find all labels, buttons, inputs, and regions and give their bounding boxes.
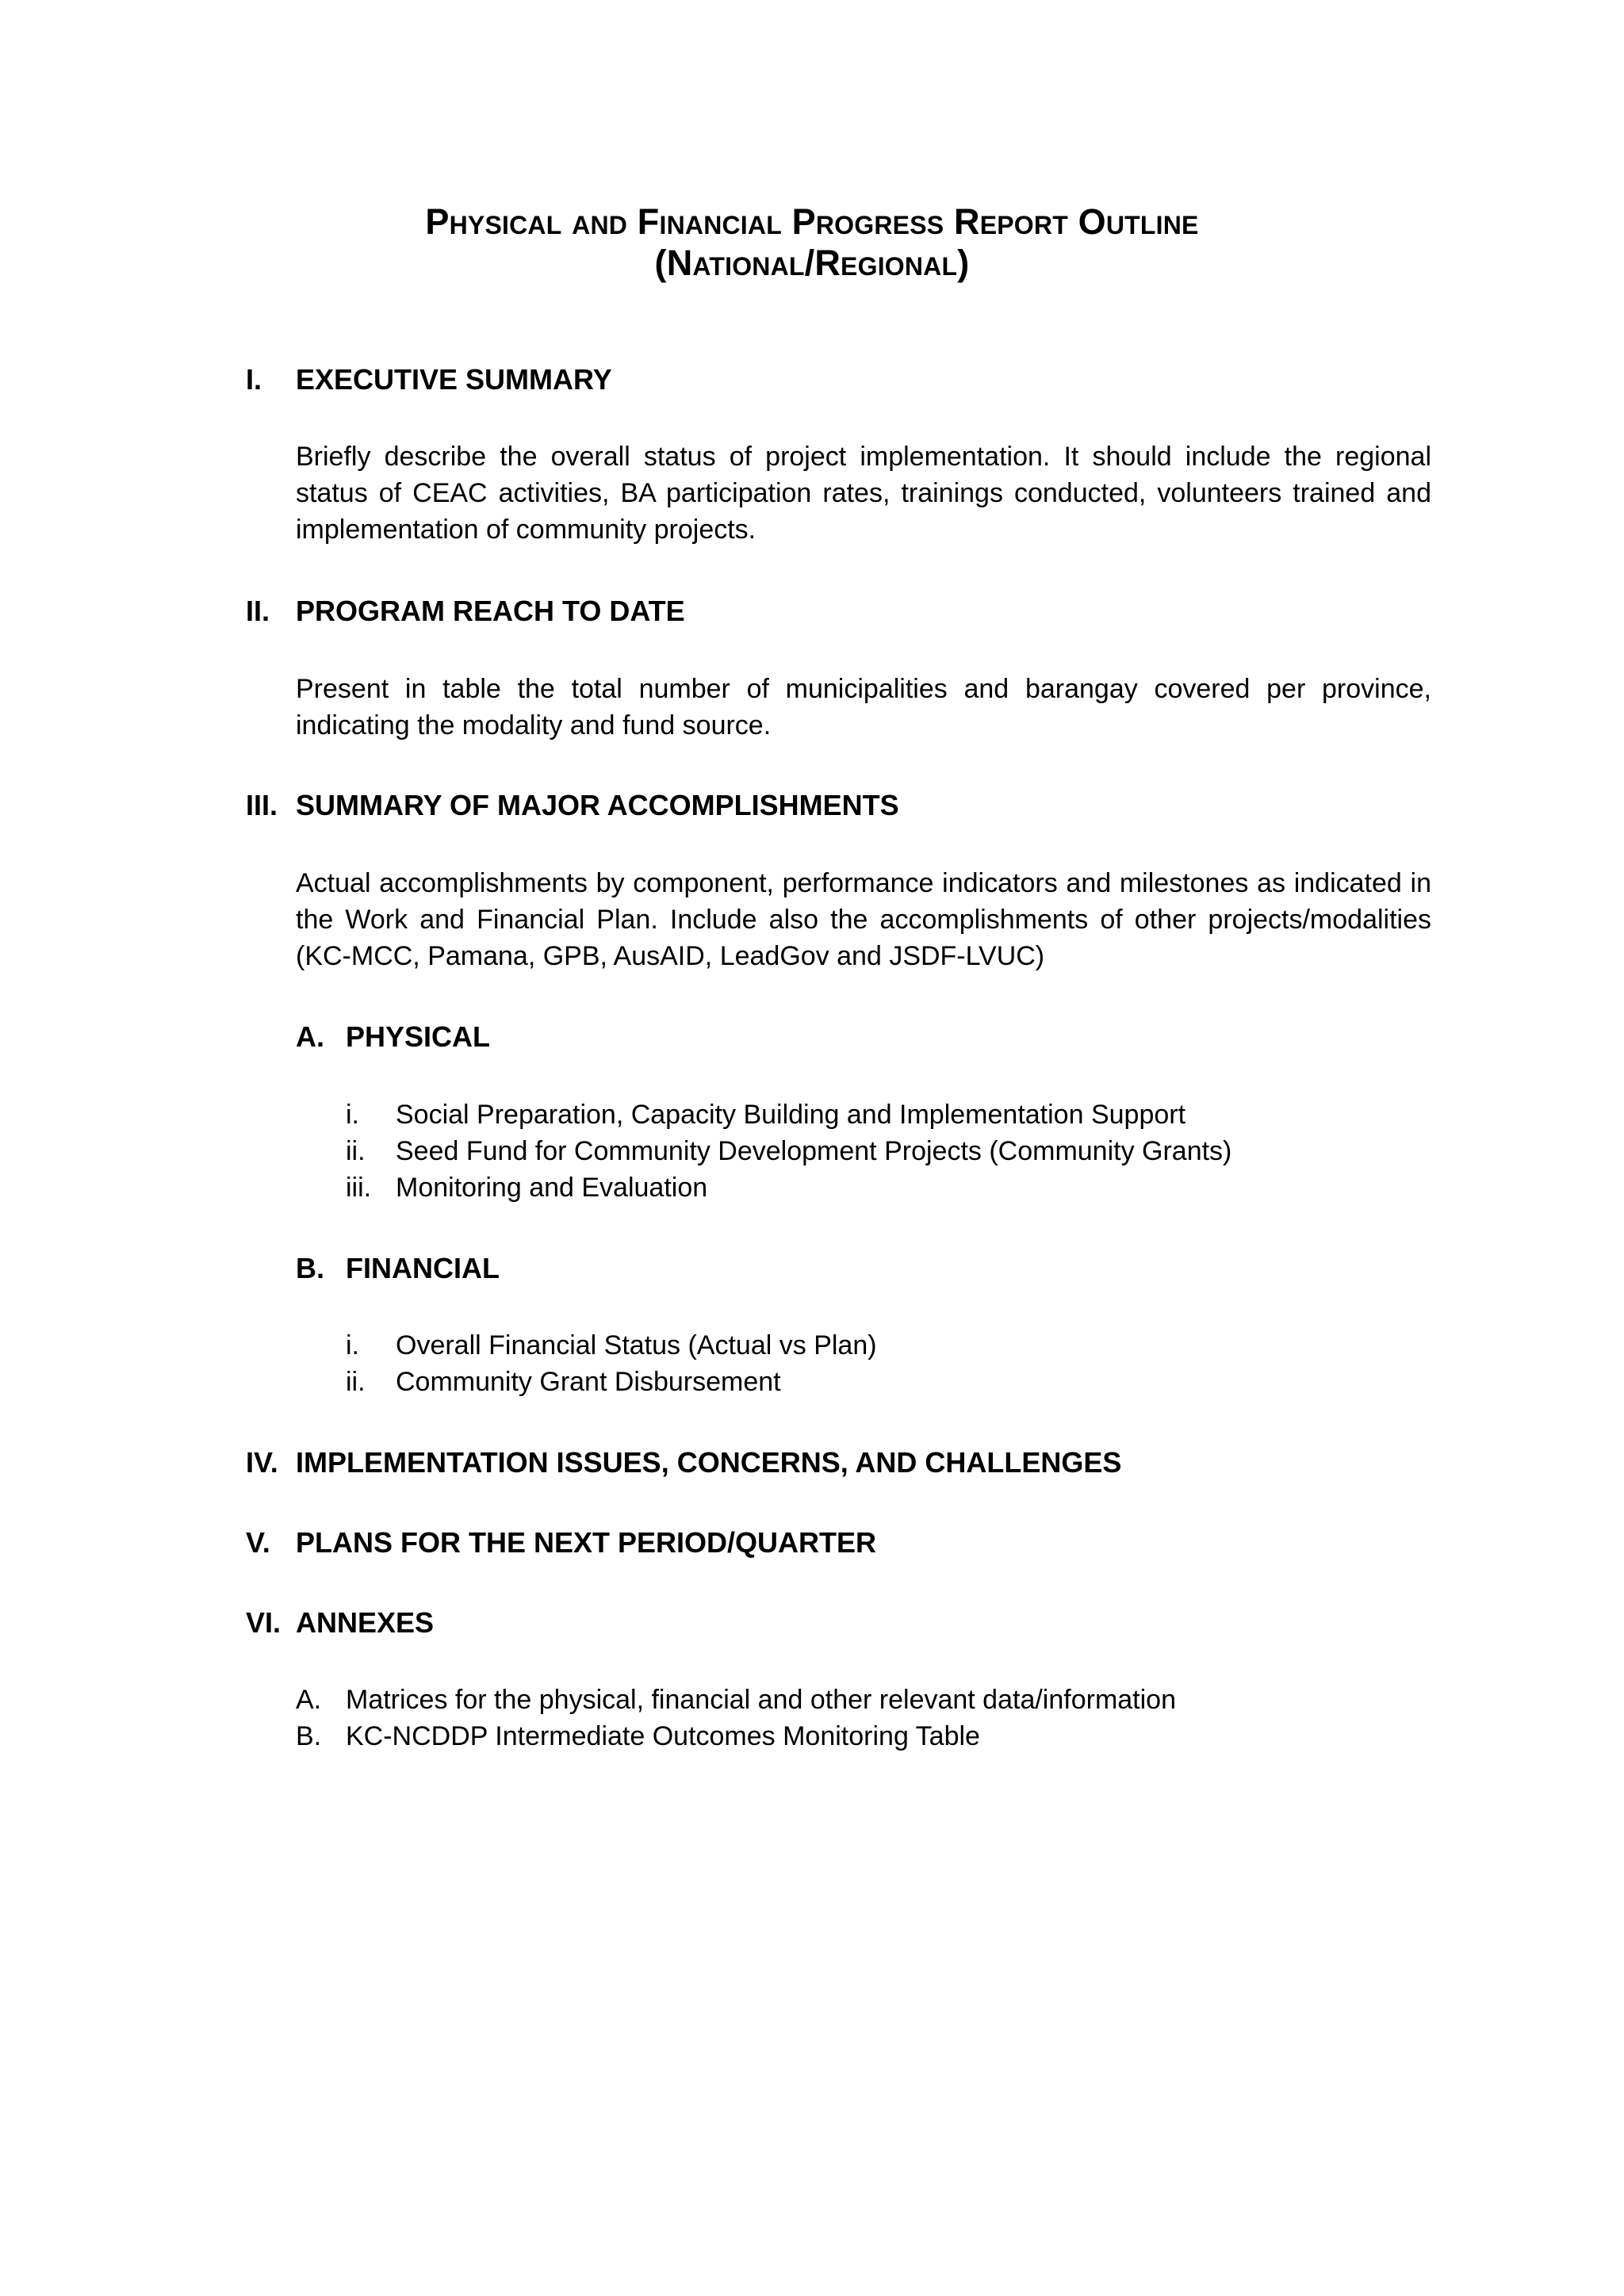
program-reach-paragraph: Present in table the total number of municipalities and barangay covered per province, indicating the modality and fund source. xyxy=(296,674,1431,740)
list-item-text: Community Grant Disbursement xyxy=(396,1367,781,1397)
document-title: Physical and Financial Progress Report Outline xyxy=(425,201,1199,242)
list-item-text: Seed Fund for Community Development Projects (Community Grants) xyxy=(396,1136,1232,1166)
section-number: IV. xyxy=(246,1446,278,1479)
section-number: VI. xyxy=(246,1606,282,1639)
list-marker: B. xyxy=(296,1721,322,1751)
section-title: ANNEXES xyxy=(296,1606,435,1639)
subsection-letter: A. xyxy=(296,1020,324,1053)
section-number: I. xyxy=(246,363,262,396)
list-marker: ii. xyxy=(346,1136,366,1166)
section-title: EXECUTIVE SUMMARY xyxy=(296,363,612,396)
list-marker: i. xyxy=(346,1330,359,1360)
list-item-text: Matrices for the physical, financial and other relevant data/information xyxy=(346,1685,1176,1715)
section-title: PLANS FOR THE NEXT PERIOD/QUARTER xyxy=(296,1526,877,1559)
list-item-text: Monitoring and Evaluation xyxy=(396,1173,708,1203)
section-number: III. xyxy=(246,789,278,821)
subsection-title: FINANCIAL xyxy=(346,1252,500,1284)
list-item-text: KC-NCDDP Intermediate Outcomes Monitoring Table xyxy=(346,1721,980,1751)
list-marker: A. xyxy=(296,1685,322,1715)
major-accomplishments-paragraph: Actual accomplishments by component, performance indicators and milestones as indicated in the Work and Financial Plan. Include also the accomplishments of other projects/modalities (KC-MCC, Pamana, GPB, AusAID, LeadGov and JSDF-LVUC) xyxy=(296,868,1431,971)
subsection-letter: B. xyxy=(296,1252,324,1284)
section-title: SUMMARY OF MAJOR ACCOMPLISHMENTS xyxy=(296,789,899,821)
list-marker: i. xyxy=(346,1100,359,1130)
executive-summary-paragraph: Briefly describe the overall status of project implementation. It should include the regional status of CEAC activities, BA participation rates, trainings conducted, volunteers trained and implementation of community projects. xyxy=(296,442,1431,545)
subsection-title: PHYSICAL xyxy=(346,1020,491,1053)
list-item-text: Social Preparation, Capacity Building and Implementation Support xyxy=(396,1100,1186,1130)
list-item-text: Overall Financial Status (Actual vs Plan) xyxy=(396,1330,877,1360)
section-title: PROGRAM REACH TO DATE xyxy=(296,595,685,627)
list-marker: ii. xyxy=(346,1367,366,1397)
section-number: V. xyxy=(246,1526,270,1559)
document-subtitle: (National/Regional) xyxy=(654,243,970,283)
section-title: IMPLEMENTATION ISSUES, CONCERNS, AND CHALLENGES xyxy=(296,1446,1122,1479)
list-marker: iii. xyxy=(346,1173,372,1203)
section-number: II. xyxy=(246,595,270,627)
